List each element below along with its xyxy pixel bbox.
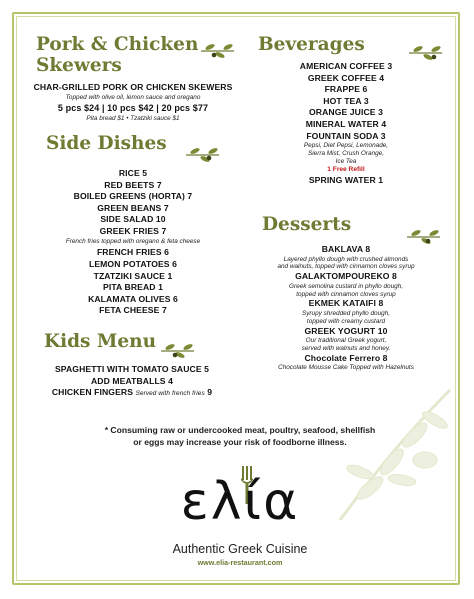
side-item: RED BEETS 7 [104,179,162,190]
tagline: Authentic Greek Cuisine [172,542,308,556]
side-item: FRENCH FRIES 6 [96,247,170,258]
side-item: PITA BREAD 1 [103,282,163,293]
olive-sprig-icon [185,146,221,164]
beverage-item: SPRING WATER 1 [308,174,384,185]
pork-chicken-title-line1: Pork & Chicken [36,34,199,55]
dessert-desc: Greek semolina custard in phyllo dough, [288,282,404,290]
beverage-item: AMERICAN COFFEE 3 [299,61,393,71]
desserts-title: Desserts [262,214,352,235]
logo-wordmark: ελία [180,472,300,532]
side-dishes-list [28,168,238,317]
dessert-desc: Syrupy shredded phyllo dough, [301,309,391,317]
olive-branch-watermark [330,380,460,530]
dessert-desc: topped with cinnamon cloves syrup [296,290,396,298]
kids-item-fingers [22,387,242,400]
beverage-item: GREEK COFFEE 4 [307,72,385,83]
free-refill-note: 1 Free Refill [327,165,365,173]
dessert-desc: served with walnuts and honey. [301,344,391,352]
skewers-extras: Pita bread $1 • Tzatziki sauce $1 [86,114,180,122]
skewers-prices: 5 pcs $24 | 10 pcs $42 | 20 pcs $77 [57,103,209,114]
food-safety-disclaimer: * Consuming raw or undercooked meat, poultry, seafood, shellfish or eggs may increase your risk of foodborne illness. [104,425,376,447]
beverage-item: HOT TEA 3 [323,95,369,106]
kids-menu-list [22,364,242,400]
side-item: SIDE SALAD 10 [100,214,166,225]
side-item: KALAMATA OLIVES 6 [88,293,178,304]
side-item: TZATZIKI SAUCE 1 [93,270,173,281]
dessert-desc: Our traditional Greek yogurt, [305,337,387,345]
pork-chicken-section [28,82,238,123]
beverages-title: Beverages [258,34,365,55]
kids-item: SPAGHETTI WITH TOMATO SAUCE 5 [54,364,210,374]
dessert-item: GALAKTOMPOUREKO 8 [295,271,397,282]
chicken-fingers-label: CHICKEN FINGERS [51,387,134,398]
beverage-item: FOUNTAIN SODA 3 [306,130,386,141]
beverage-item: FRAPPE 6 [324,84,368,95]
skewers-desc: Topped with olive oil, lemon sauce and oregano [65,93,201,101]
side-item: GREEN BEANS 7 [97,202,169,213]
soda-desc: Pepsi, Diet Pepsi, Lemonade, [303,142,389,150]
olive-sprig-icon [408,44,444,62]
side-item: FETA CHEESE 7 [99,305,167,316]
pork-chicken-title [36,34,198,76]
side-item: GREEK FRIES 7 [99,225,167,236]
dessert-desc: topped with creamy custard [306,317,386,325]
beverages-list [256,61,436,186]
kids-menu-title: Kids Menu [44,331,157,352]
beverage-item: MINERAL WATER 4 [305,118,387,129]
pork-chicken-title-line2: Skewers [36,55,122,76]
side-item: LEMON POTATOES 6 [88,258,178,269]
dessert-item: EKMEK KATAIFI 8 [308,298,384,309]
soda-desc: Ice Tea [335,157,357,165]
olive-sprig-icon [200,42,236,60]
chicken-fingers-desc: Served with french fries [135,390,205,398]
dessert-item: GREEK YOGURT 10 [304,325,388,336]
website-link[interactable]: www.elia-restaurant.com [197,558,283,567]
dessert-desc: and walnuts, topped with cinnamon cloves syrup [277,263,415,271]
dessert-item: BAKLAVA 8 [321,244,371,254]
side-item: BOILED GREENS (HORTA) 7 [73,191,193,202]
chicken-fingers-price: 9 [207,387,213,398]
dessert-item: Chocolate Ferrero 8 [304,352,388,363]
desserts-list [248,244,444,372]
dessert-desc: Chocolate Mousse Cake Topped with Hazelnuts [278,364,414,372]
beverage-item: ORANGE JUICE 3 [309,107,383,118]
olive-sprig-icon [160,342,196,360]
greek-fries-desc: French fries topped with oregano & feta cheese [65,237,201,245]
skewers-item: CHAR-GRILLED PORK OR CHICKEN SKEWERS [33,82,233,92]
side-dishes-title: Side Dishes [46,133,167,154]
kids-item: ADD MEATBALLS 4 [90,375,174,386]
side-item: RICE 5 [118,168,148,178]
dessert-desc: Layered phyllo dough with crushed almonds [283,255,409,263]
soda-desc: Sierra Mist, Crush Orange, [307,149,384,157]
